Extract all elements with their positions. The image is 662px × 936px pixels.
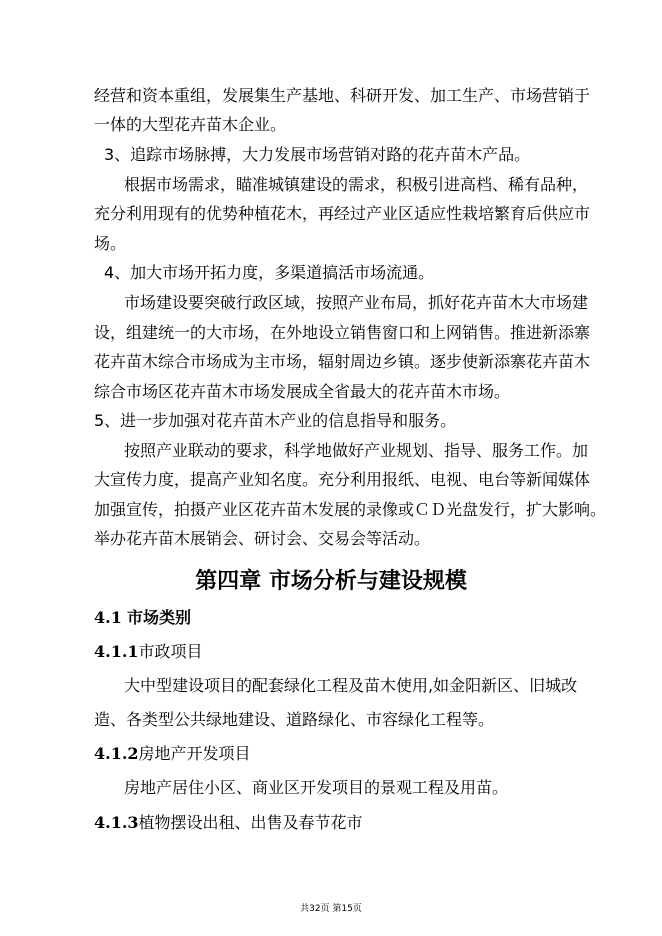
- section-title: 植物摆设出租、出售及春节花市: [138, 813, 363, 832]
- paragraph-line: 房地产居住小区、商业区开发项目的景观工程及用苗。: [124, 778, 509, 797]
- paragraph-line: 市场建设要突破行政区域，按照产业布局，抓好花卉苗木大市场建: [124, 293, 589, 312]
- paragraph-line: 造、各类型公共绿地建设、道路绿化、市容绿化工程等。: [94, 710, 495, 729]
- paragraph-line: 设，组建统一的大市场，在外地设立销售窗口和上网销售。推进新添寨: [94, 323, 591, 342]
- paragraph-line: 花卉苗木综合市场成为主市场，辐射周边乡镇。逐步使新添寨花卉苗木: [94, 352, 591, 371]
- section-number: 4.1.3: [94, 813, 139, 832]
- page-footer: 共32页 第15页: [300, 904, 362, 914]
- section-heading-4-1: [94, 608, 191, 628]
- paragraph-line: 举办花卉苗木展销会、研讨会、交易会等活动。: [94, 529, 431, 548]
- paragraph-line: 充分利用现有的优势种植花木，再经过产业区适应性栽培繁育后供应市: [94, 204, 591, 223]
- section-heading-4-1-2: [94, 744, 251, 764]
- section-title: 市场类别: [126, 608, 191, 627]
- section-title: 房地产开发项目: [138, 744, 251, 763]
- list-item-4: 4、加大市场开拓力度，多渠道搞活市场流通。: [104, 263, 435, 282]
- paragraph-line: 经营和资本重组，发展集生产基地、科研开发、加工生产、市场营销于: [94, 86, 591, 105]
- paragraph-line: 加强宣传，拍摄产业区花卉苗木发展的录像或ＣＤ光盘发行，扩大影响。: [94, 500, 607, 519]
- section-heading-4-1-3: [94, 813, 363, 833]
- section-number: 4.1: [94, 608, 122, 627]
- paragraph-line: 大中型建设项目的配套绿化工程及苗木使用,如金阳新区、旧城改: [124, 676, 578, 695]
- list-item-5: 5、进一步加强对花卉苗木产业的信息指导和服务。: [94, 411, 457, 430]
- paragraph-line: 按照产业联动的要求，科学地做好产业规划、指导、服务工作。加: [124, 441, 589, 460]
- section-title: 市政项目: [138, 642, 203, 661]
- paragraph-line: 场。: [94, 234, 127, 253]
- section-heading-4-1-1: [94, 642, 203, 662]
- chapter-title: 第四章 市场分析与建设规模: [195, 568, 467, 594]
- paragraph-line: 大宣传力度，提高产业知名度。充分利用报纸、电视、电台等新闻媒体: [94, 470, 591, 489]
- section-number: 4.1.1: [94, 642, 139, 661]
- paragraph-line: 一体的大型花卉苗木企业。: [94, 115, 287, 134]
- section-number: 4.1.2: [94, 744, 139, 763]
- paragraph-line: 综合市场区花卉苗木市场发展成全省最大的花卉苗木市场。: [94, 382, 511, 401]
- list-item-3: 3、追踪市场脉搏，大力发展市场营销对路的花卉苗木产品。: [104, 145, 531, 164]
- paragraph-line: 根据市场需求，瞄准城镇建设的需求，积极引进高档、稀有品种，: [124, 175, 589, 194]
